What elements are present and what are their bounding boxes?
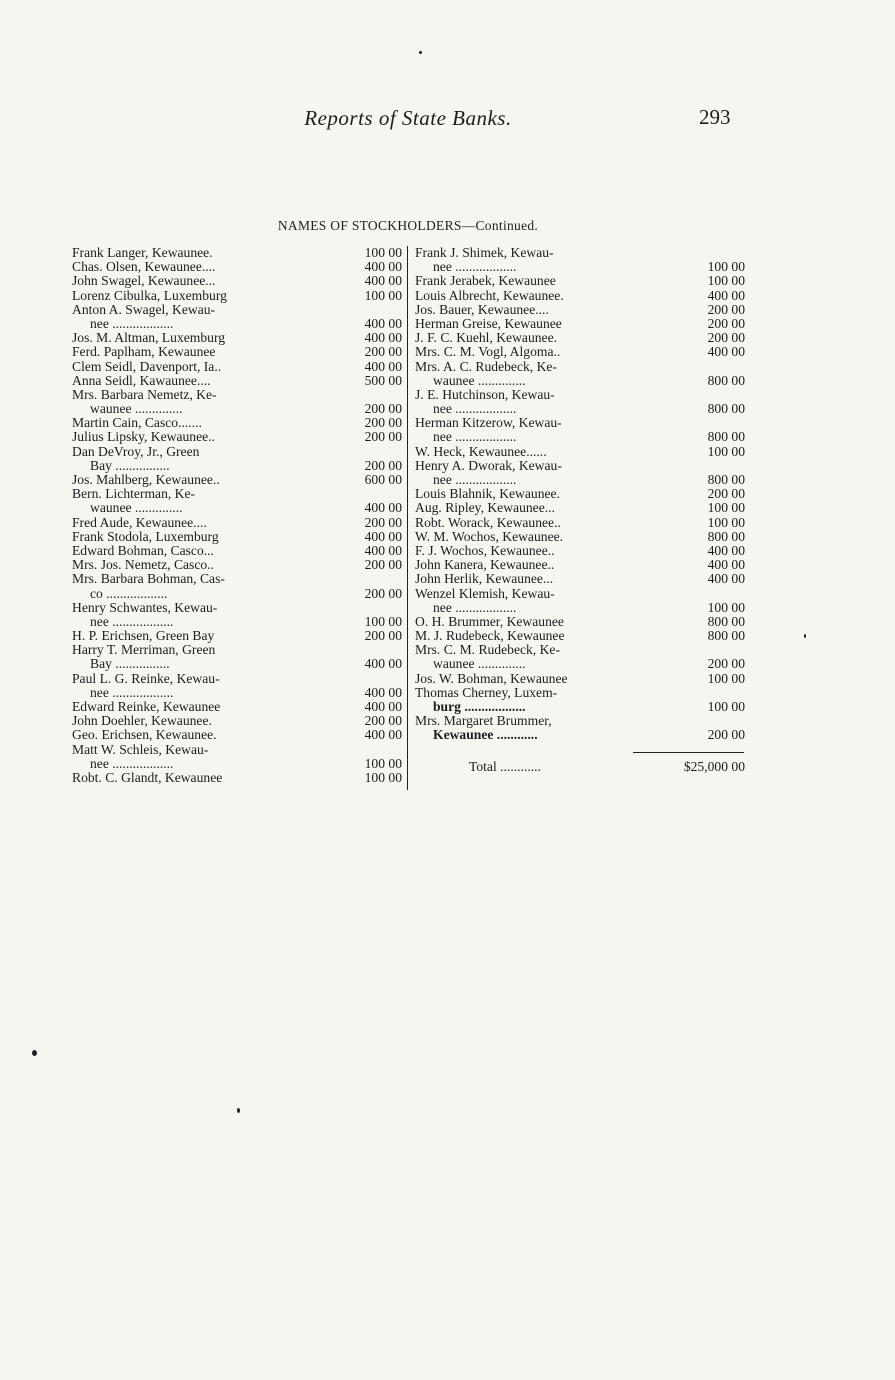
share-amount: 800 00	[707, 628, 745, 644]
stockholder-name: Fred Aude, Kewaunee....	[72, 514, 207, 530]
stockholder-row	[72, 487, 402, 501]
stockholder-row	[72, 587, 402, 601]
stockholder-name: Bern. Lichterman, Ke-	[72, 486, 196, 502]
stockholder-name: O. H. Brummer, Kewaunee	[415, 613, 564, 629]
stockholder-name: waunee ..............	[90, 401, 183, 417]
stockholder-name: waunee ..............	[433, 372, 526, 388]
stockholder-row	[72, 544, 402, 558]
share-amount: 400 00	[364, 315, 402, 331]
stockholder-row	[415, 657, 745, 671]
stockholders-left-column	[72, 246, 402, 785]
stockholder-name: John Swagel, Kewaunee...	[72, 273, 216, 289]
stockholder-row	[415, 374, 745, 388]
stockholder-row	[415, 672, 745, 686]
stockholder-row	[72, 672, 402, 686]
stockholder-row	[415, 558, 745, 572]
print-speck	[237, 1108, 240, 1113]
stockholder-name: Henry A. Dworak, Kewau-	[415, 457, 562, 473]
share-amount: 100 00	[707, 443, 745, 459]
stockholder-row	[72, 260, 402, 274]
stockholder-row	[415, 629, 745, 643]
stockholder-name: Mrs. A. C. Rudebeck, Ke-	[415, 358, 557, 374]
stockholder-row	[415, 728, 745, 742]
share-amount: 400 00	[364, 699, 402, 714]
print-speck	[32, 1050, 37, 1056]
stockholder-name: Frank J. Shimek, Kewau-	[415, 245, 554, 260]
share-amount: 400 00	[364, 684, 402, 700]
stockholder-name: Henry Schwantes, Kewau-	[72, 599, 218, 615]
stockholder-row	[72, 360, 402, 374]
stockholder-row	[72, 388, 402, 402]
share-amount: 400 00	[364, 358, 402, 374]
stockholder-name: Bay ................	[90, 656, 170, 672]
stockholder-row	[72, 345, 402, 359]
stockholder-row	[415, 317, 745, 331]
stockholder-row	[415, 516, 745, 530]
stockholder-name: Lorenz Cibulka, Luxemburg	[72, 287, 227, 303]
share-amount: 200 00	[707, 301, 745, 317]
stockholder-row	[72, 643, 402, 657]
stockholder-row	[415, 416, 745, 430]
share-amount: 200 00	[707, 330, 745, 346]
stockholder-name: Robt. Worack, Kewaunee..	[415, 514, 561, 530]
stockholder-name: Chas. Olsen, Kewaunee....	[72, 259, 216, 275]
stockholder-name: Anton A. Swagel, Kewau-	[72, 301, 216, 317]
stockholder-name: Mrs. Margaret Brummer,	[415, 713, 552, 729]
stockholder-name: Martin Cain, Casco.......	[72, 415, 202, 431]
stockholder-row	[72, 700, 402, 714]
stockholder-row	[72, 430, 402, 444]
page-number: 293	[699, 105, 731, 129]
share-amount: 200 00	[364, 401, 402, 417]
stockholder-name: co ..................	[90, 585, 168, 601]
stockholder-name: Paul L. G. Reinke, Kewau-	[72, 670, 220, 686]
stockholder-row	[415, 246, 745, 260]
stockholder-name: W. M. Wochos, Kewaunee.	[415, 528, 564, 544]
stockholder-row	[415, 487, 745, 501]
stockholder-name: H. P. Erichsen, Green Bay	[72, 628, 215, 644]
share-amount: 200 00	[364, 628, 402, 644]
total-rule	[633, 752, 744, 753]
share-amount: 100 00	[364, 287, 402, 303]
stockholder-row	[72, 516, 402, 530]
share-amount: 800 00	[707, 472, 745, 487]
stockholder-name: Mrs. Jos. Nemetz, Casco..	[72, 557, 214, 573]
stockholder-name: nee ..................	[433, 429, 517, 445]
stockholder-name: Wenzel Klemish, Kewau-	[415, 585, 555, 601]
stockholder-name: John Doehler, Kewaunee.	[72, 713, 212, 729]
stockholder-row	[415, 331, 745, 345]
stockholder-name: Thomas Cherney, Luxem-	[415, 684, 558, 700]
stockholder-name: Edward Reinke, Kewaunee	[72, 699, 221, 714]
share-amount: 200 00	[364, 429, 402, 445]
stockholder-name: Dan DeVroy, Jr., Green	[72, 443, 200, 459]
stockholder-row	[72, 473, 402, 487]
share-amount: 400 00	[364, 259, 402, 275]
share-amount: 400 00	[364, 727, 402, 743]
share-amount: 200 00	[707, 315, 745, 331]
stockholder-name: Frank Jerabek, Kewaunee	[415, 273, 556, 289]
share-amount: 100 00	[707, 670, 745, 686]
share-amount: 100 00	[364, 769, 402, 785]
stockholder-row	[415, 303, 745, 317]
stockholder-row	[415, 643, 745, 657]
share-amount: 800 00	[707, 372, 745, 388]
stockholder-row	[415, 700, 745, 714]
share-amount: 100 00	[364, 245, 402, 260]
stockholder-row	[415, 345, 745, 359]
stockholder-name: Frank Stodola, Luxemburg	[72, 528, 219, 544]
share-amount: 400 00	[707, 542, 745, 558]
stockholder-name: Mrs. C. M. Vogl, Algoma..	[415, 344, 561, 360]
share-amount: 600 00	[364, 472, 402, 487]
stockholder-name: J. E. Hutchinson, Kewau-	[415, 386, 555, 402]
stockholder-row	[415, 572, 745, 586]
stockholder-name: nee ..................	[90, 315, 174, 331]
stockholder-row	[72, 246, 402, 260]
stockholder-name: nee ..................	[433, 259, 517, 275]
share-amount: 100 00	[707, 500, 745, 516]
stockholder-name: John Kanera, Kewaunee..	[415, 557, 555, 573]
share-amount: 400 00	[707, 344, 745, 360]
stockholder-name: burg ..................	[433, 699, 526, 714]
share-amount: 100 00	[707, 514, 745, 530]
stockholder-row	[72, 657, 402, 671]
total-amount: $25,000 00	[683, 759, 745, 774]
stockholder-row	[415, 473, 745, 487]
share-amount: 200 00	[364, 585, 402, 601]
stockholder-name: Jos. M. Altman, Luxemburg	[72, 330, 226, 346]
stockholder-name: Kewaunee ............	[433, 727, 538, 743]
stockholder-row	[415, 402, 745, 416]
stockholder-row	[415, 289, 745, 303]
stockholder-name: Julius Lipsky, Kewaunee..	[72, 429, 215, 445]
stockholder-row	[72, 331, 402, 345]
stockholder-row	[415, 530, 745, 544]
stockholder-name: Clem Seidl, Davenport, Ia..	[72, 358, 222, 374]
stockholder-name: Mrs. Barbara Bohman, Cas-	[72, 571, 225, 587]
stockholders-right-column	[415, 246, 745, 743]
stockholder-row	[72, 274, 402, 288]
stockholder-row	[415, 587, 745, 601]
stockholder-name: waunee ..............	[90, 500, 183, 516]
stockholder-row	[72, 601, 402, 615]
stockholder-name: nee ..................	[90, 613, 174, 629]
stockholder-name: Herman Kitzerow, Kewau-	[415, 415, 562, 431]
share-amount: 800 00	[707, 613, 745, 629]
stockholder-name: Bay ................	[90, 457, 170, 473]
stockholder-name: J. F. C. Kuehl, Kewaunee.	[415, 330, 557, 346]
stockholder-name: nee ..................	[433, 599, 517, 615]
share-amount: 200 00	[364, 514, 402, 530]
share-amount: 800 00	[707, 528, 745, 544]
print-speck	[804, 634, 806, 638]
share-amount: 100 00	[707, 273, 745, 289]
stockholder-row	[72, 374, 402, 388]
share-amount: 100 00	[707, 699, 745, 714]
share-amount: 400 00	[364, 330, 402, 346]
stockholder-row	[72, 615, 402, 629]
stockholder-row	[72, 728, 402, 742]
total-row	[415, 759, 745, 774]
stockholder-name: nee ..................	[90, 684, 174, 700]
stockholder-row	[72, 771, 402, 785]
stockholder-row	[415, 388, 745, 402]
stockholder-name: Jos. W. Bohman, Kewaunee	[415, 670, 568, 686]
share-amount: 400 00	[364, 528, 402, 544]
stockholder-name: W. Heck, Kewaunee......	[415, 443, 547, 459]
share-amount: 800 00	[707, 401, 745, 417]
stockholder-row	[72, 743, 402, 757]
stockholder-row	[415, 714, 745, 728]
stockholder-row	[415, 686, 745, 700]
stockholder-name: waunee ..............	[433, 656, 526, 672]
print-speck	[419, 51, 422, 54]
stockholder-name: Jos. Mahlberg, Kewaunee..	[72, 472, 220, 487]
share-amount: 400 00	[707, 287, 745, 303]
share-amount: 200 00	[707, 486, 745, 502]
share-amount: 100 00	[707, 259, 745, 275]
stockholder-row	[72, 530, 402, 544]
stockholder-row	[72, 445, 402, 459]
stockholder-name: Louis Blahnik, Kewaunee.	[415, 486, 560, 502]
stockholder-row	[72, 416, 402, 430]
share-amount: 200 00	[364, 415, 402, 431]
share-amount: 100 00	[364, 755, 402, 771]
column-divider	[407, 246, 408, 790]
stockholder-name: Jos. Bauer, Kewaunee....	[415, 301, 549, 317]
stockholder-name: M. J. Rudebeck, Kewaunee	[415, 628, 565, 644]
share-amount: 200 00	[707, 727, 745, 743]
share-amount: 400 00	[364, 500, 402, 516]
stockholder-row	[415, 615, 745, 629]
stockholder-name: Anna Seidl, Kawaunee....	[72, 372, 211, 388]
stockholder-name: Mrs. C. M. Rudebeck, Ke-	[415, 642, 560, 658]
stockholder-name: Geo. Erichsen, Kewaunee.	[72, 727, 217, 743]
stockholder-row	[415, 459, 745, 473]
share-amount: 100 00	[364, 613, 402, 629]
stockholder-name: Robt. C. Glandt, Kewaunee	[72, 769, 223, 785]
stockholder-name: nee ..................	[433, 401, 517, 417]
stockholder-row	[72, 558, 402, 572]
stockholder-row	[415, 544, 745, 558]
share-amount: 400 00	[707, 571, 745, 587]
share-amount: 400 00	[364, 542, 402, 558]
stockholder-row	[72, 572, 402, 586]
stockholder-name: Herman Greise, Kewaunee	[415, 315, 562, 331]
stockholder-name: nee ..................	[433, 472, 517, 487]
share-amount: 200 00	[364, 713, 402, 729]
stockholder-row	[415, 445, 745, 459]
stockholder-name: Mrs. Barbara Nemetz, Ke-	[72, 386, 217, 402]
stockholder-row	[72, 501, 402, 515]
share-amount: 200 00	[364, 557, 402, 573]
section-heading: NAMES OF STOCKHOLDERS—Continued.	[277, 218, 539, 233]
stockholder-row	[72, 686, 402, 700]
stockholder-row	[72, 714, 402, 728]
share-amount: 200 00	[707, 656, 745, 672]
stockholder-row	[415, 501, 745, 515]
stockholder-row	[415, 274, 745, 288]
stockholder-row	[415, 430, 745, 444]
stockholder-row	[415, 360, 745, 374]
stockholder-name: Louis Albrecht, Kewaunee.	[415, 287, 564, 303]
stockholder-name: Aug. Ripley, Kewaunee...	[415, 500, 555, 516]
share-amount: 500 00	[364, 372, 402, 388]
share-amount: 200 00	[364, 344, 402, 360]
running-header-title: Reports of State Banks.	[304, 106, 512, 130]
stockholder-row	[72, 629, 402, 643]
stockholder-name: nee ..................	[90, 755, 174, 771]
total-label: Total ............	[469, 759, 541, 774]
stockholder-row	[72, 317, 402, 331]
share-amount: 400 00	[364, 656, 402, 672]
stockholder-row	[72, 459, 402, 473]
stockholder-name: Ferd. Paplham, Kewaunee	[72, 344, 216, 360]
stockholder-row	[415, 260, 745, 274]
stockholder-name: Matt W. Schleis, Kewau-	[72, 741, 209, 757]
stockholder-name: Edward Bohman, Casco...	[72, 542, 214, 558]
stockholder-row	[72, 289, 402, 303]
share-amount: 100 00	[707, 599, 745, 615]
stockholder-name: Frank Langer, Kewaunee.	[72, 245, 213, 260]
stockholder-row	[415, 601, 745, 615]
stockholder-name: Harry T. Merriman, Green	[72, 642, 216, 658]
stockholder-row	[72, 303, 402, 317]
stockholder-row	[72, 757, 402, 771]
stockholder-name: John Herlik, Kewaunee...	[415, 571, 554, 587]
stockholder-row	[72, 402, 402, 416]
share-amount: 800 00	[707, 429, 745, 445]
stockholder-name: F. J. Wochos, Kewaunee..	[415, 542, 555, 558]
share-amount: 400 00	[364, 273, 402, 289]
share-amount: 400 00	[707, 557, 745, 573]
share-amount: 200 00	[364, 457, 402, 473]
